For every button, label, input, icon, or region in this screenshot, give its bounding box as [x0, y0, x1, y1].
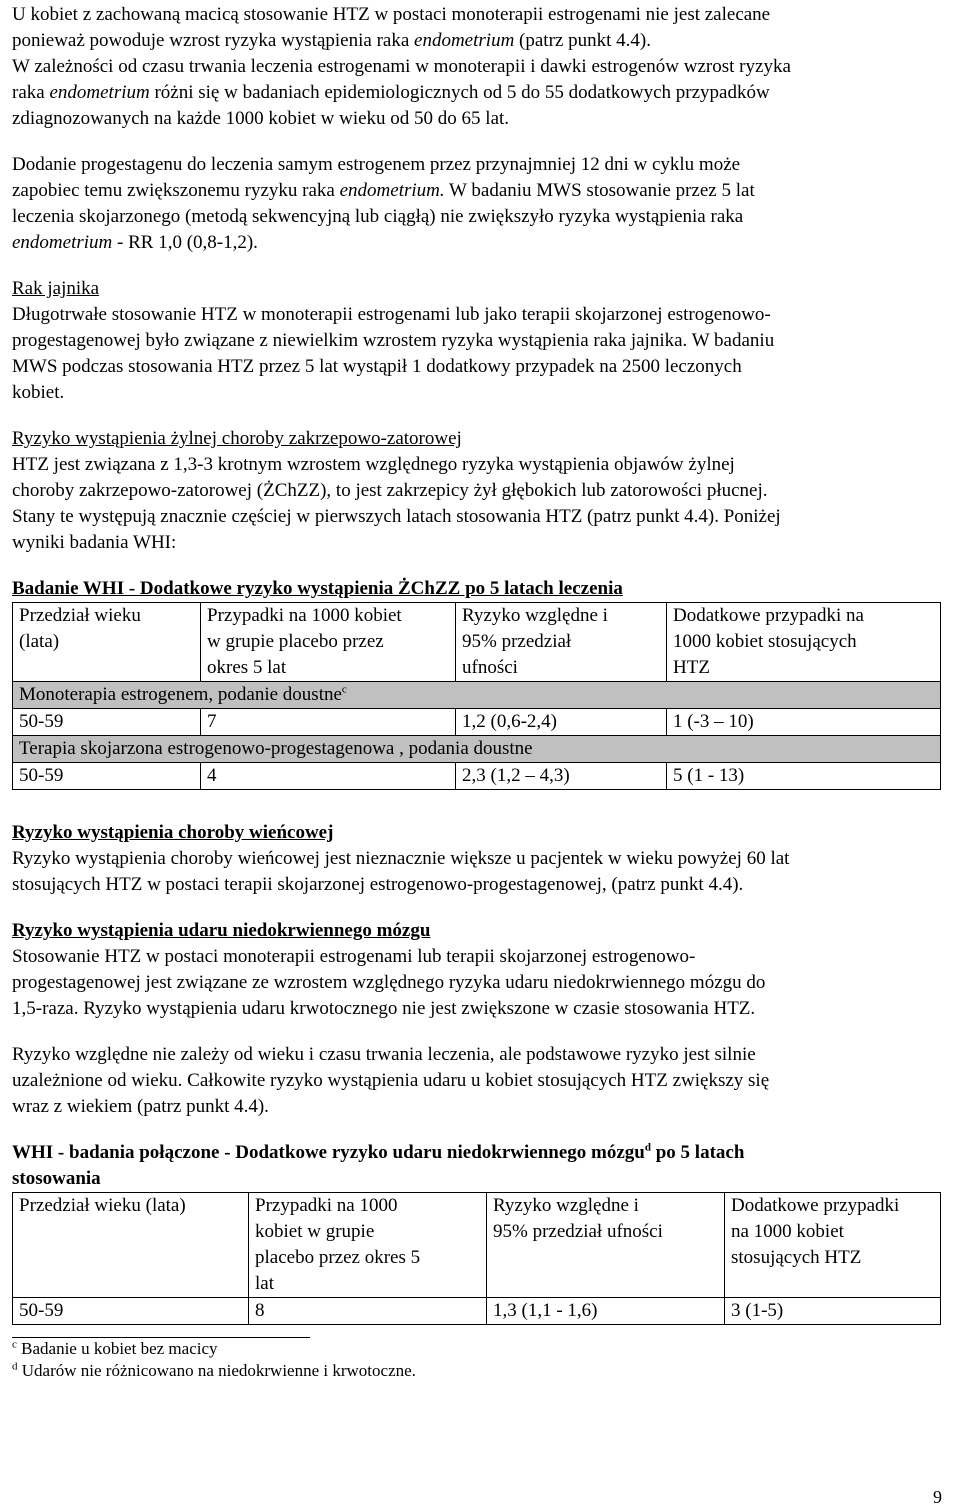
text-line: W badaniu MWS stosowanie przez 5 lat	[444, 180, 755, 201]
text-line: wyniki badania WHI:	[12, 532, 177, 553]
table-row	[13, 709, 941, 736]
table-cell: 3 (1-5)	[725, 1298, 941, 1325]
text-line: uzależnione od wieku. Całkowite ryzyko wystąpienia udaru u kobiet stosujących HTZ zwiększy się	[12, 1070, 770, 1091]
table-cell: 8	[249, 1298, 487, 1325]
text-line: zapobiec temu zwiększonemu ryzyku raka	[12, 180, 340, 201]
table2-title: WHI - badania połączone - Dodatkowe ryzyko udaru niedokrwiennego mózgu$^d$ po 5 latach stosowania	[12, 1141, 745, 1189]
stroke-paragraph-2	[12, 1042, 942, 1120]
text-line: Stany te występują znacznie częściej w pierwszych latach stosowania HTZ (patrz punkt 4.4). Poniżej	[12, 506, 781, 527]
italic-term: endometrium	[12, 232, 113, 253]
table-cell: 1 (-3 – 10)	[667, 709, 941, 736]
text-line: (patrz punkt 4.4).	[514, 30, 651, 51]
text-line: stosujących HTZ w postaci terapii skojarzonej estrogenowo-progestagenowej, (patrz punkt 4.4).	[12, 874, 744, 895]
intro-paragraph-2	[12, 152, 942, 256]
section-heading: Ryzyko wystąpienia żylnej choroby zakrzepowo-zatorowej	[12, 428, 462, 449]
text-line: W zależności od czasu trwania leczenia estrogenami w monoterapii i dawki estrogenów wzrost ryzyka	[12, 56, 791, 77]
table-header-cell: Przedział wieku (lata)	[13, 603, 201, 682]
table-header-cell: Ryzyko względne i 95% przedział ufności	[456, 603, 667, 682]
vte-risk-table	[12, 602, 941, 790]
text-line: różni się w badaniach epidemiologicznych od 5 do 55 dodatkowych przypadków	[149, 82, 770, 103]
table-cell: 1,3 (1,1 - 1,6)	[487, 1298, 725, 1325]
text-line: 1,5-raza. Ryzyko wystąpienia udaru krwotocznego nie jest zwiększone w czasie stosowania HTZ.	[12, 998, 756, 1019]
table-header-cell: Przypadki na 1000 kobiet w grupie placebo przez okres 5 lat	[201, 603, 456, 682]
italic-term: endometrium	[49, 82, 150, 103]
section-heading: Rak jajnika	[12, 278, 100, 299]
text-line: Dodanie progestagenu do leczenia samym estrogenem przez przynajmniej 12 dni w cyklu może	[12, 154, 741, 175]
table-row	[13, 763, 941, 790]
table-header-cell: Dodatkowe przypadki na 1000 kobiet stosujących HTZ	[667, 603, 941, 682]
text-line: ponieważ powoduje wzrost ryzyka wystąpienia raka	[12, 30, 415, 51]
table-group-row	[13, 736, 941, 763]
table-cell: 5 (1 - 13)	[667, 763, 941, 790]
text-line: progestagenowej było związane z niewielkim wzrostem ryzyka wystąpienia raka jajnika. W badaniu	[12, 330, 775, 351]
table-cell: 7	[201, 709, 456, 736]
table-header-cell: Dodatkowe przypadki na 1000 kobiet stosujących HTZ	[725, 1193, 941, 1298]
table-header-row	[13, 603, 941, 682]
group-cell: Terapia skojarzona estrogenowo-progestagenowa , podania doustne	[13, 736, 941, 763]
section-heading: Ryzyko wystąpienia udaru niedokrwiennego mózgu	[12, 920, 431, 941]
footnote-c: $^c$ Badanie u kobiet bez macicy	[12, 1338, 218, 1358]
ovarian-cancer-section	[12, 276, 942, 406]
text-line: Ryzyko wystąpienia choroby wieńcowej jest nieznacznie większe u pacjentek w wieku powyżej 60 lat	[12, 848, 790, 869]
text-line: MWS podczas stosowania HTZ przez 5 lat wystąpił 1 dodatkowy przypadek na 2500 leczonych	[12, 356, 742, 377]
text-line: Długotrwałe stosowanie HTZ w monoterapii estrogenami lub jako terapii skojarzonej estrogenowo-	[12, 304, 771, 325]
text-line: U kobiet z zachowaną macicą stosowanie HTZ w postaci monoterapii estrogenami nie jest zalecane	[12, 4, 771, 25]
stroke-section	[12, 918, 942, 1022]
table-cell: 1,2 (0,6-2,4)	[456, 709, 667, 736]
table1-title: Badanie WHI - Dodatkowe ryzyko wystąpienia ŻChZZ po 5 latach leczenia	[12, 578, 623, 599]
group-cell: Monoterapia estrogenem, podanie doustne$^c$	[13, 682, 941, 709]
table-cell: 50-59	[13, 709, 201, 736]
footnote-mark: c	[341, 683, 347, 696]
text-line: HTZ jest związana z 1,3-3 krotnym wzrostem względnego ryzyka wystąpienia objawów żylnej	[12, 454, 735, 475]
table-cell: 50-59	[13, 1298, 249, 1325]
text-line: Ryzyko względne nie zależy od wieku i czasu trwania leczenia, ale podstawowe ryzyko jest silnie	[12, 1044, 756, 1065]
document-page	[12, 2, 942, 1382]
coronary-section	[12, 820, 942, 898]
intro-paragraph-1	[12, 2, 942, 132]
table-header-row	[13, 1193, 941, 1298]
page-number: 9	[933, 1487, 942, 1507]
table-cell: 4	[201, 763, 456, 790]
table-cell: 50-59	[13, 763, 201, 790]
text-line: choroby zakrzepowo-zatorowej (ŻChZZ), to jest zakrzepicy żył głębokich lub zatorowości płucnej.	[12, 480, 768, 501]
text-line: raka	[12, 82, 50, 103]
italic-term: endometrium.	[339, 180, 445, 201]
table-header-cell: Przypadki na 1000 kobiet w grupie placebo przez okres 5 lat	[249, 1193, 487, 1298]
stroke-risk-table	[12, 1192, 941, 1325]
italic-term: endometrium	[414, 30, 515, 51]
text-line: zdiagnozowanych na każde 1000 kobiet w wieku od 50 do 65 lat.	[12, 108, 510, 129]
table-header-cell: Ryzyko względne i 95% przedział ufności	[487, 1193, 725, 1298]
section-heading: Ryzyko wystąpienia choroby wieńcowej	[12, 822, 334, 843]
table-group-row	[13, 682, 941, 709]
text-line: kobiet.	[12, 382, 65, 403]
table-cell: 2,3 (1,2 – 4,3)	[456, 763, 667, 790]
vte-section	[12, 426, 942, 556]
text-line: progestagenowej jest związane ze wzrostem względnego ryzyka udaru niedokrwiennego mózgu do	[12, 972, 766, 993]
text-line: leczenia skojarzonego (metodą sekwencyjną lub ciągłą) nie zwiększyło ryzyka wystąpienia raka	[12, 206, 744, 227]
text-line: - RR 1,0 (0,8-1,2).	[112, 232, 258, 253]
footnote-d: $^d$ Udarów nie różnicowano na niedokrwienne i krwotoczne.	[12, 1360, 416, 1380]
text-line: wraz z wiekiem (patrz punkt 4.4).	[12, 1096, 269, 1117]
table-header-cell: Przedział wieku (lata)	[13, 1193, 249, 1298]
table-row	[13, 1298, 941, 1325]
text-line: Stosowanie HTZ w postaci monoterapii estrogenami lub terapii skojarzonej estrogenowo-	[12, 946, 696, 967]
footnote-mark: d	[644, 1141, 651, 1154]
